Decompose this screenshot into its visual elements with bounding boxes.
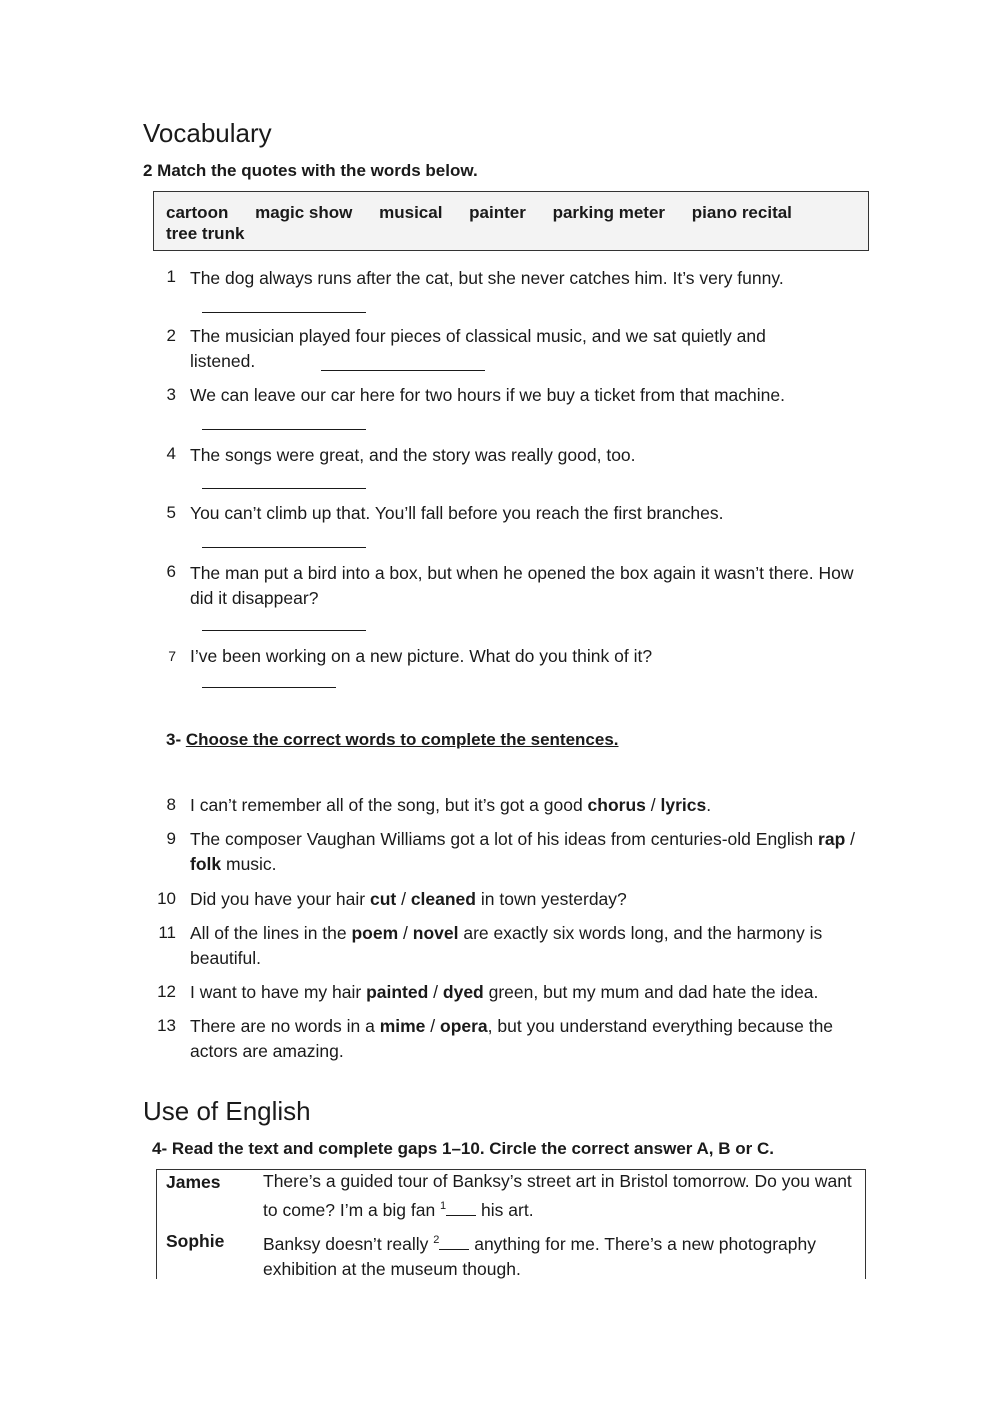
quote-text: The man put a bird into a box, but when he opened the box again it wasn’t there. How did it disappear? — [190, 563, 854, 608]
sentence-text: . — [706, 795, 712, 815]
sentence-text: in town yesterday? — [476, 889, 627, 909]
sentence-text: are exactly six words long, and the harmony is beautiful. — [190, 923, 823, 968]
item-number: 13 — [157, 1016, 176, 1035]
option-separator: / — [425, 1016, 440, 1036]
option-b[interactable]: novel — [412, 923, 459, 943]
word-bank-item: painter — [469, 203, 526, 222]
dialogue-text: There’s a guided tour of Banksy’s street art in Bristol tomorrow. Do you want to come? I’m a big fan — [263, 1171, 852, 1220]
sentence-text: green, but my mum and dad hate the idea. — [483, 982, 819, 1002]
word-bank-item: tree trunk — [166, 224, 245, 243]
sentence — [190, 921, 850, 971]
gap-blank[interactable] — [446, 1201, 476, 1216]
sentence — [190, 793, 870, 818]
exercise-3-instruction — [166, 730, 619, 750]
option-a[interactable]: poem — [351, 923, 399, 943]
quote-text: I’ve been working on a new picture. What do you think of it? — [190, 646, 653, 666]
section-title-vocabulary: Vocabulary — [143, 118, 272, 148]
option-b[interactable]: lyrics — [660, 795, 707, 815]
word-bank — [153, 191, 869, 251]
option-a[interactable]: cut — [369, 889, 397, 909]
option-a[interactable]: chorus — [587, 795, 646, 815]
option-separator: / — [428, 982, 443, 1002]
gap-number: 2 — [433, 1234, 440, 1246]
dialogue-text: Banksy doesn’t really — [263, 1233, 434, 1254]
answer-blank[interactable] — [202, 686, 336, 688]
section-title-use-of-english: Use of English — [143, 1096, 311, 1126]
answer-blank[interactable] — [202, 629, 366, 631]
sentence — [190, 887, 870, 912]
option-b[interactable]: cleaned — [410, 889, 476, 909]
item-number: 12 — [157, 982, 176, 1001]
item-number: 6 — [166, 562, 176, 581]
dialogue-line — [263, 1228, 863, 1282]
item-number: 9 — [166, 829, 176, 848]
sentence-text: , but you understand everything because the actors are amazing. — [190, 1016, 834, 1061]
answer-blank[interactable] — [202, 487, 366, 489]
word-bank-item: magic show — [255, 203, 353, 222]
word-bank-item: parking meter — [552, 203, 666, 222]
option-b[interactable]: opera — [440, 1016, 488, 1036]
sentence-text: There are no words in a — [190, 1016, 380, 1036]
dialogue-line — [263, 1169, 863, 1223]
answer-blank[interactable] — [202, 546, 366, 548]
sentence — [190, 1014, 850, 1064]
quote-text: We can leave our car here for two hours if we buy a ticket from that machine. — [190, 385, 785, 405]
sentence-text: The composer Vaughan Williams got a lot of his ideas from centuries-old English — [190, 829, 819, 849]
item-number: 5 — [166, 503, 176, 522]
gap-blank[interactable] — [439, 1235, 469, 1250]
answer-blank[interactable] — [202, 428, 366, 430]
sentence-text: I want to have my hair — [190, 982, 367, 1002]
item-number: 8 — [166, 795, 176, 814]
word-bank-item: musical — [379, 203, 443, 222]
gap-number: 1 — [440, 1200, 447, 1212]
speaker-name: James — [166, 1172, 221, 1192]
sentence-text: Did you have your hair — [190, 889, 370, 909]
option-b[interactable]: folk — [190, 854, 222, 874]
option-separator: / — [396, 889, 411, 909]
option-separator: / — [845, 829, 855, 849]
item-number: 3 — [166, 385, 176, 404]
item-number: 2 — [166, 326, 176, 345]
sentence — [190, 980, 870, 1005]
sentence — [190, 827, 860, 877]
quote-text: You can’t climb up that. You’ll fall before you reach the first branches. — [190, 503, 724, 523]
quote-text: The dog always runs after the cat, but she never catches him. It’s very funny. — [190, 268, 784, 288]
option-separator: / — [398, 923, 413, 943]
item-number: 10 — [157, 889, 176, 908]
exercise-4-instruction: 4- Read the text and complete gaps 1–10. Circle the correct answer A, B or C. — [152, 1139, 774, 1158]
dialogue-text: his art. — [476, 1199, 534, 1220]
item-number: 4 — [166, 444, 176, 463]
option-a[interactable]: rap — [818, 829, 846, 849]
option-b[interactable]: dyed — [442, 982, 484, 1002]
dialogue-text: anything for me. There’s a new photography exhibition at the museum though. — [263, 1233, 817, 1279]
word-bank-item: piano recital — [691, 203, 792, 222]
item-number: 1 — [166, 267, 176, 286]
quote-text: The musician played four pieces of classical music, and we sat quietly and listened. — [190, 326, 766, 371]
item-number: 7 — [168, 648, 176, 664]
option-a[interactable]: painted — [366, 982, 429, 1002]
answer-blank[interactable] — [202, 311, 366, 313]
word-bank-item: cartoon — [166, 203, 229, 222]
option-a[interactable]: mime — [379, 1016, 426, 1036]
sentence-text: All of the lines in the — [190, 923, 352, 943]
sentence-text: music. — [221, 854, 277, 874]
option-separator: / — [645, 795, 661, 815]
quote-text: The songs were great, and the story was really good, too. — [190, 445, 636, 465]
item-number: 11 — [158, 923, 176, 942]
answer-blank[interactable] — [321, 369, 485, 371]
exercise-3-label: 3- — [166, 730, 186, 749]
exercise-2-instruction: 2 Match the quotes with the words below. — [143, 161, 478, 180]
speaker-name: Sophie — [166, 1231, 225, 1251]
exercise-3-text: Choose the correct words to complete the sentences. — [185, 730, 619, 749]
sentence-text: I can’t remember all of the song, but it’s got a good — [190, 795, 588, 815]
